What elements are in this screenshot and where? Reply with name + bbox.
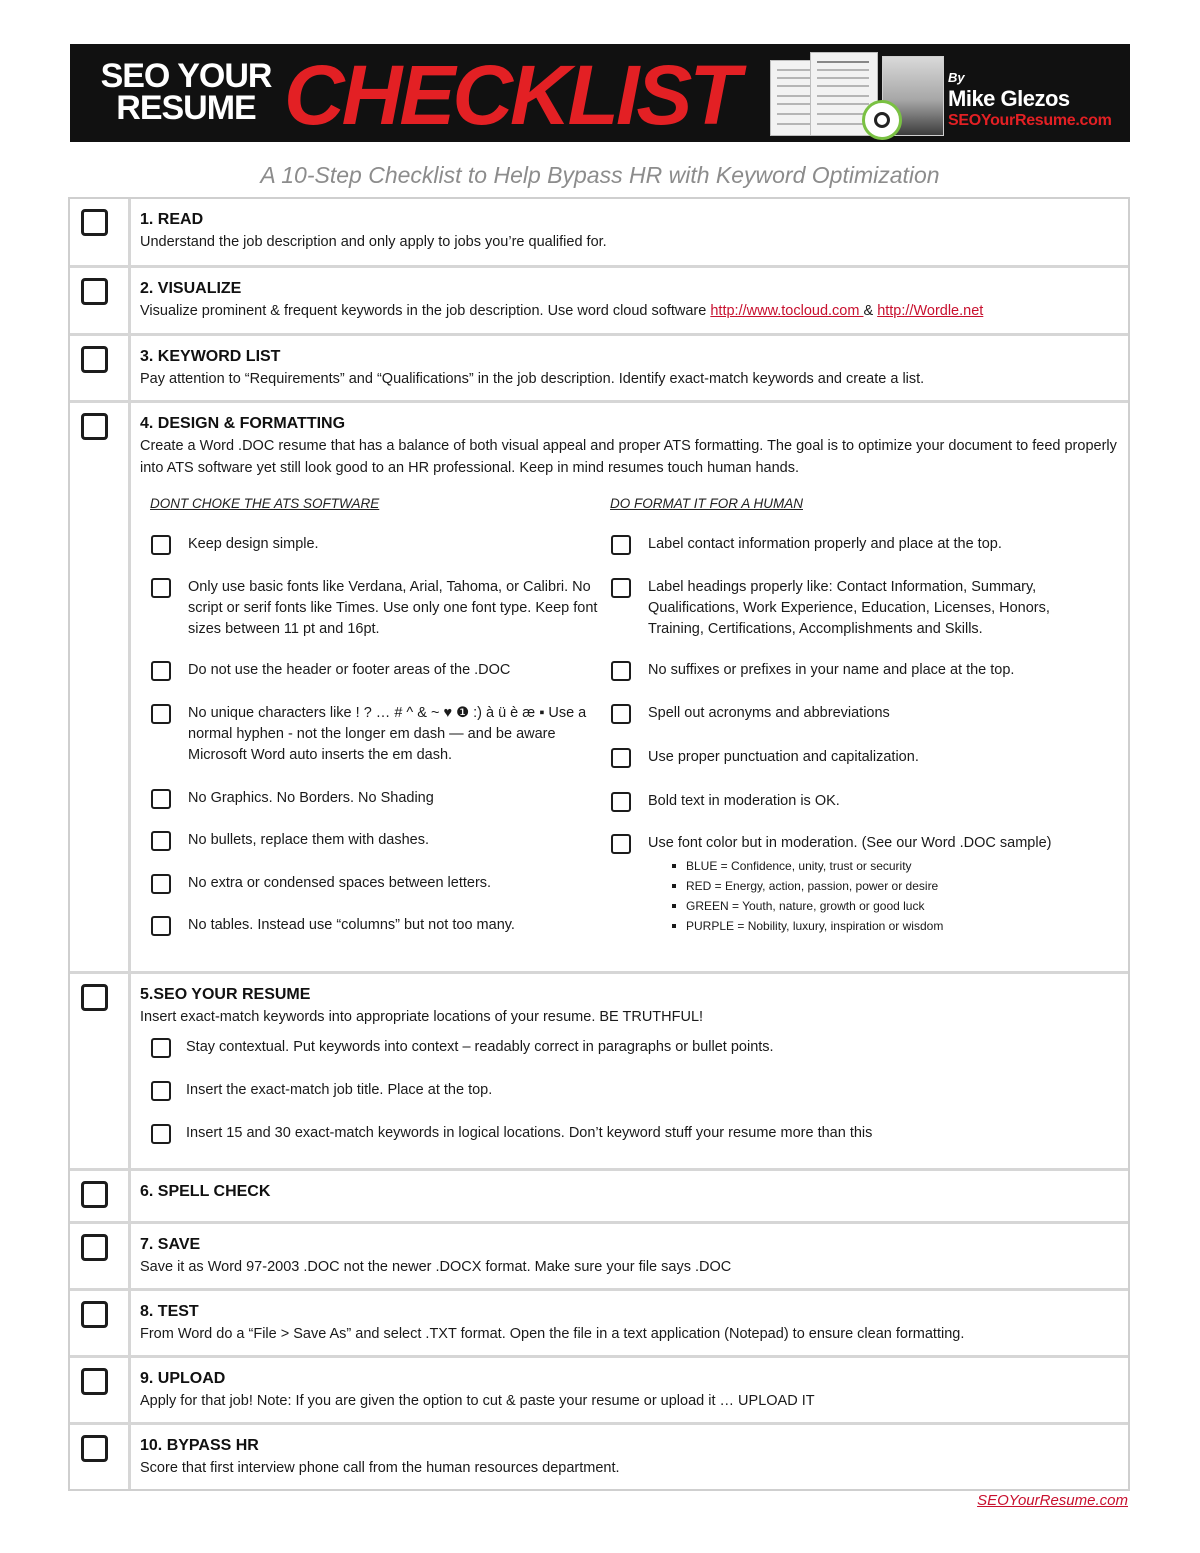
sub-checkbox[interactable]: [611, 792, 631, 812]
column-heading: DO FORMAT IT FOR A HUMAN: [610, 496, 803, 511]
sub-checkbox[interactable]: [151, 916, 171, 936]
sub-checklist-item: No suffixes or prefixes in your name and place at the top.: [600, 660, 1060, 681]
checklist-row: [70, 971, 1128, 1168]
step-description: Pay attention to “Requirements” and “Qualifications” in the job description. Identify exact-match keywords and create a list.: [140, 371, 925, 387]
step-title: 6. SPELL CHECK: [140, 1183, 271, 1200]
sub-checklist-item: Keep design simple.: [140, 534, 600, 555]
checklist-row: [70, 1168, 1128, 1221]
sub-checkbox[interactable]: [611, 661, 631, 681]
sub-checklist-item: Label contact information properly and place at the top.: [600, 534, 1060, 555]
step-title: 3. KEYWORD LIST: [140, 348, 281, 365]
sub-checkbox[interactable]: [611, 748, 631, 768]
footer-site-link[interactable]: SEOYourResume.com: [977, 1492, 1128, 1509]
step-title: 10. BYPASS HR: [140, 1437, 259, 1454]
step-description-text: Visualize prominent & frequent keywords in the job description. Use word cloud software: [140, 303, 711, 319]
step-description: Understand the job description and only apply to jobs you’re qualified for.: [140, 234, 607, 250]
sub-checkbox[interactable]: [151, 789, 171, 809]
by-label: By: [948, 70, 965, 85]
sub-checkbox[interactable]: [151, 578, 171, 598]
checklist-row: [70, 1355, 1128, 1422]
sub-checklist-item: Only use basic fonts like Verdana, Arial, Tahoma, or Calibri. No script or serif fonts like Times. Use only one font type. Keep font sizes between 11 pt and 16pt.: [140, 577, 600, 640]
color-meaning-list: [648, 856, 1060, 936]
wordle-link[interactable]: http://Wordle.net: [877, 303, 984, 319]
sub-checklist-item: No tables. Instead use “columns” but not too many.: [140, 915, 600, 936]
sub-checkbox[interactable]: [611, 535, 631, 555]
sub-checkbox[interactable]: [151, 1081, 171, 1101]
sub-checkbox[interactable]: [611, 834, 631, 854]
logo-checklist: CHECKLIST: [284, 48, 738, 142]
logo-line-1: SEO YOUR: [100, 57, 272, 95]
step-checkbox[interactable]: [81, 1234, 108, 1261]
sub-checkbox[interactable]: [151, 704, 171, 724]
step-description: Score that first interview phone call from the human resources department.: [140, 1460, 620, 1476]
step-title: 8. TEST: [140, 1303, 199, 1320]
checklist-row: [70, 199, 1128, 265]
sub-checklist-item: Insert 15 and 30 exact-match keywords in logical locations. Don’t keyword stuff your resume more than this: [140, 1123, 1118, 1144]
step-checkbox[interactable]: [81, 1301, 108, 1328]
step-checkbox[interactable]: [81, 1368, 108, 1395]
column-heading: DONT CHOKE THE ATS SOFTWARE: [150, 496, 380, 511]
step-title: 4. DESIGN & FORMATTING: [140, 415, 346, 432]
list-item: BLUE = Confidence, unity, trust or security: [648, 856, 1060, 876]
author-site: SEOYourResume.com: [948, 112, 1112, 129]
sub-checkbox[interactable]: [151, 661, 171, 681]
author-name: Mike Glezos: [948, 86, 1070, 111]
header-banner: [70, 44, 1130, 142]
tocloud-link[interactable]: http://www.tocloud.com: [710, 303, 864, 319]
logo-wordmark: [96, 57, 276, 127]
sub-checklist-item: Stay contextual. Put keywords into context – readably correct in paragraphs or bullet points.: [140, 1037, 1118, 1058]
human-column: [600, 493, 1060, 936]
sub-checklist-item: No extra or condensed spaces between letters.: [140, 873, 600, 894]
sub-checklist-item: Use font color but in moderation. (See our Word .DOC sample) BLUE = Confidence, unity, trust or security RED = Energy, action, passion, power or desire GREEN = Youth, nature, growth or good luck PURPLE = Nobility, luxury, inspiration or wisdom: [600, 833, 1060, 936]
step-title: 9. UPLOAD: [140, 1370, 226, 1387]
step-checkbox[interactable]: [81, 1181, 108, 1208]
page-subtitle: A 10-Step Checklist to Help Bypass HR with Keyword Optimization: [260, 162, 940, 188]
checklist-row: [70, 265, 1128, 333]
checklist-row: [70, 1221, 1128, 1288]
step-title: 2. VISUALIZE: [140, 280, 242, 297]
sub-checklist-item: No unique characters like ! ? … # ^ & ~ ♥ ❶ :) à ü è æ ▪ Use a normal hyphen - not the longer em dash — and be aware Microsoft Word auto inserts the em dash.: [140, 703, 600, 766]
sub-checklist-item: Do not use the header or footer areas of the .DOC: [140, 660, 600, 681]
list-item: RED = Energy, action, passion, power or desire: [648, 876, 1060, 896]
sub-checklist-item: No Graphics. No Borders. No Shading: [140, 788, 600, 809]
ampersand-text: &: [863, 303, 878, 319]
step-title: 7. SAVE: [140, 1236, 201, 1253]
sub-checkbox[interactable]: [151, 1124, 171, 1144]
step-checkbox[interactable]: [81, 413, 108, 440]
list-item: PURPLE = Nobility, luxury, inspiration or wisdom: [648, 916, 1060, 936]
sub-checkbox[interactable]: [611, 704, 631, 724]
checklist-row: [70, 400, 1128, 971]
step-description: Apply for that job! Note: If you are given the option to cut & paste your resume or upload it … UPLOAD IT: [140, 1393, 815, 1409]
sub-checkbox[interactable]: [151, 874, 171, 894]
step-checkbox[interactable]: [81, 278, 108, 305]
step-title: 1. READ: [140, 211, 204, 228]
sub-checkbox[interactable]: [611, 578, 631, 598]
step-description: Insert exact-match keywords into appropriate locations of your resume. BE TRUTHFUL!: [140, 1009, 704, 1025]
sub-checkbox[interactable]: [151, 535, 171, 555]
sub-checklist-item: Use proper punctuation and capitalization.: [600, 747, 1060, 768]
step-checkbox[interactable]: [81, 984, 108, 1011]
step-title: 5.SEO YOUR RESUME: [140, 986, 311, 1003]
seo-logo-icon: [862, 100, 902, 140]
checklist-table: [68, 197, 1130, 1491]
sub-checklist-item: Bold text in moderation is OK.: [600, 791, 1060, 812]
sub-checkbox[interactable]: [151, 831, 171, 851]
checklist-row: [70, 1288, 1128, 1355]
step-checkbox[interactable]: [81, 1435, 108, 1462]
step-description: From Word do a “File > Save As” and select .TXT format. Open the file in a text application (Notepad) to ensure clean formatting.: [140, 1326, 965, 1342]
sub-checklist-item: No bullets, replace them with dashes.: [140, 830, 600, 851]
logo-line-2: RESUME: [116, 89, 256, 127]
checklist-row: [70, 1422, 1128, 1489]
step-description: Create a Word .DOC resume that has a balance of both visual appeal and proper ATS formatting. The goal is to optimize your document to feed properly into ATS software yet still look good to an HR professional. Keep in mind resumes touch human hands.: [140, 438, 1117, 476]
sub-checklist-item: Spell out acronyms and abbreviations: [600, 703, 1060, 724]
sub-checklist-item: Insert the exact-match job title. Place at the top.: [140, 1080, 1118, 1101]
checklist-row: [70, 333, 1128, 400]
sub-checklist-item: Label headings properly like: Contact Information, Summary, Qualifications, Work Experience, Education, Licenses, Honors, Training, Certifications, Accomplishments and Skills.: [600, 577, 1060, 640]
step-checkbox[interactable]: [81, 346, 108, 373]
step-checkbox[interactable]: [81, 209, 108, 236]
list-item: GREEN = Youth, nature, growth or good luck: [648, 896, 1060, 916]
step-description: [140, 300, 1118, 322]
sub-checkbox[interactable]: [151, 1038, 171, 1058]
ats-column: [140, 493, 600, 936]
step-description: Save it as Word 97-2003 .DOC not the newer .DOCX format. Make sure your file says .DOC: [140, 1259, 732, 1275]
